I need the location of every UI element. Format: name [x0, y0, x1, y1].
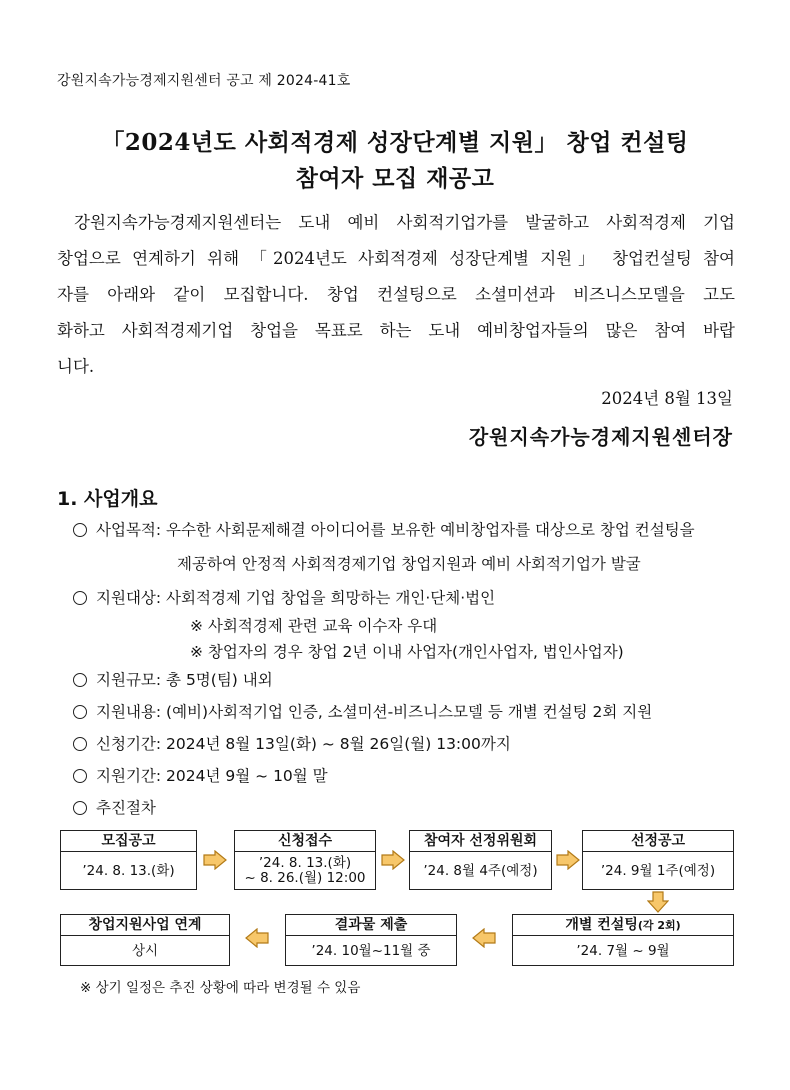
step-title: 결과물 제출: [286, 915, 456, 936]
step-date: ’24. 8월 4주(예정): [423, 862, 538, 879]
arrow-right-icon: [203, 850, 227, 870]
item-purpose-continued: 제공하여 안정적 사회적경제기업 창업지원과 예비 사회적기업가 발굴: [177, 555, 641, 573]
circle-bullet-icon: [73, 523, 87, 537]
intro-paragraph: [57, 205, 735, 385]
step-startup-linkage: [60, 914, 230, 966]
step-selection-committee: [409, 830, 552, 890]
intro-line: 화하고 사회적경제기업 창업을 목표로 하는 도내 예비창업자들의 많은 참여 바랍: [57, 321, 735, 340]
step-individual-consulting: [512, 914, 734, 966]
intro-line: 니다.: [57, 357, 95, 376]
document-title-line1: 「2024년도 사회적경제 성장단계별 지원」 창업 컨설팅: [101, 129, 689, 156]
circle-bullet-icon: [73, 769, 87, 783]
intro-line: 강원지속가능경제지원센터는 도내 예비 사회적기업가를 발굴하고 사회적경제 기업: [74, 213, 735, 232]
step-date: ’24. 7월 ~ 9월: [576, 942, 670, 959]
target-note-2: ※ 창업자의 경우 창업 2년 이내 사업자(개인사업자, 법인사업자): [190, 643, 624, 661]
intro-line: 창업으로 연계하기 위해 「2024년도 사회적경제 성장단계별 지원」 창업컨설팅 참여: [57, 249, 735, 268]
step-selection-notice: [582, 830, 734, 890]
signer: 강원지속가능경제지원센터장: [468, 425, 733, 449]
step-date: ’24. 8. 13.(화): [82, 862, 175, 879]
step-date: ’24. 10월~11월 중: [311, 942, 431, 959]
step-result-submission: [285, 914, 457, 966]
schedule-footnote: ※ 상기 일정은 추진 상황에 따라 변경될 수 있음: [80, 980, 361, 996]
document-title-line2: 참여자 모집 재공고: [295, 165, 495, 192]
item-scale: 지원규모: 총 5명(팀) 내외: [73, 668, 273, 690]
item-support-period: 지원기간: 2024년 9월 ~ 10월 말: [73, 764, 328, 786]
step-date: 상시: [131, 942, 159, 959]
item-target: 지원대상: 사회적경제 기업 창업을 희망하는 개인·단체·법인: [73, 586, 495, 608]
target-note-1: ※ 사회적경제 관련 교육 이수자 우대: [190, 617, 438, 635]
item-apply-period: 신청기간: 2024년 8월 13일(화) ~ 8월 26일(월) 13:00까지: [73, 732, 511, 754]
circle-bullet-icon: [73, 737, 87, 751]
step-title: 창업지원사업 연계: [61, 915, 229, 936]
item-purpose: 사업목적: 우수한 사회문제해결 아이디어를 보유한 예비창업자를 대상으로 창업 컨설팅을: [73, 518, 695, 540]
step-date: ’24. 9월 1주(예정): [600, 862, 716, 879]
step-title: 선정공고: [583, 831, 733, 852]
step-title: 신청접수: [235, 831, 375, 852]
circle-bullet-icon: [73, 673, 87, 687]
notice-date: 2024년 8월 13일: [601, 389, 733, 408]
arrow-left-icon: [472, 928, 496, 948]
step-title: 개별 컨설팅(각 2회): [513, 915, 733, 936]
step-recruitment-notice: [60, 830, 197, 890]
arrow-left-icon: [245, 928, 269, 948]
step-date: ’24. 8. 13.(화) ~ 8. 26.(월) 12:00: [244, 855, 366, 886]
circle-bullet-icon: [73, 705, 87, 719]
circle-bullet-icon: [73, 801, 87, 815]
item-content: 지원내용: (예비)사회적기업 인증, 소셜미션-비즈니스모델 등 개별 컨설팅 2회 지원: [73, 700, 652, 722]
arrow-right-icon: [381, 850, 405, 870]
circle-bullet-icon: [73, 591, 87, 605]
arrow-down-icon: [647, 891, 669, 913]
arrow-right-icon: [556, 850, 580, 870]
item-procedure: 추진절차: [73, 796, 156, 818]
step-title: 참여자 선정위원회: [410, 831, 551, 852]
step-application: [234, 830, 376, 890]
section-heading: 1. 사업개요: [57, 488, 158, 510]
step-title: 모집공고: [61, 831, 196, 852]
notice-number: 강원지속가능경제지원센터 공고 제 2024-41호: [57, 73, 351, 89]
intro-line: 자를 아래와 같이 모집합니다. 창업 컨설팅으로 소셜미션과 비즈니스모델을 고도: [57, 285, 735, 304]
